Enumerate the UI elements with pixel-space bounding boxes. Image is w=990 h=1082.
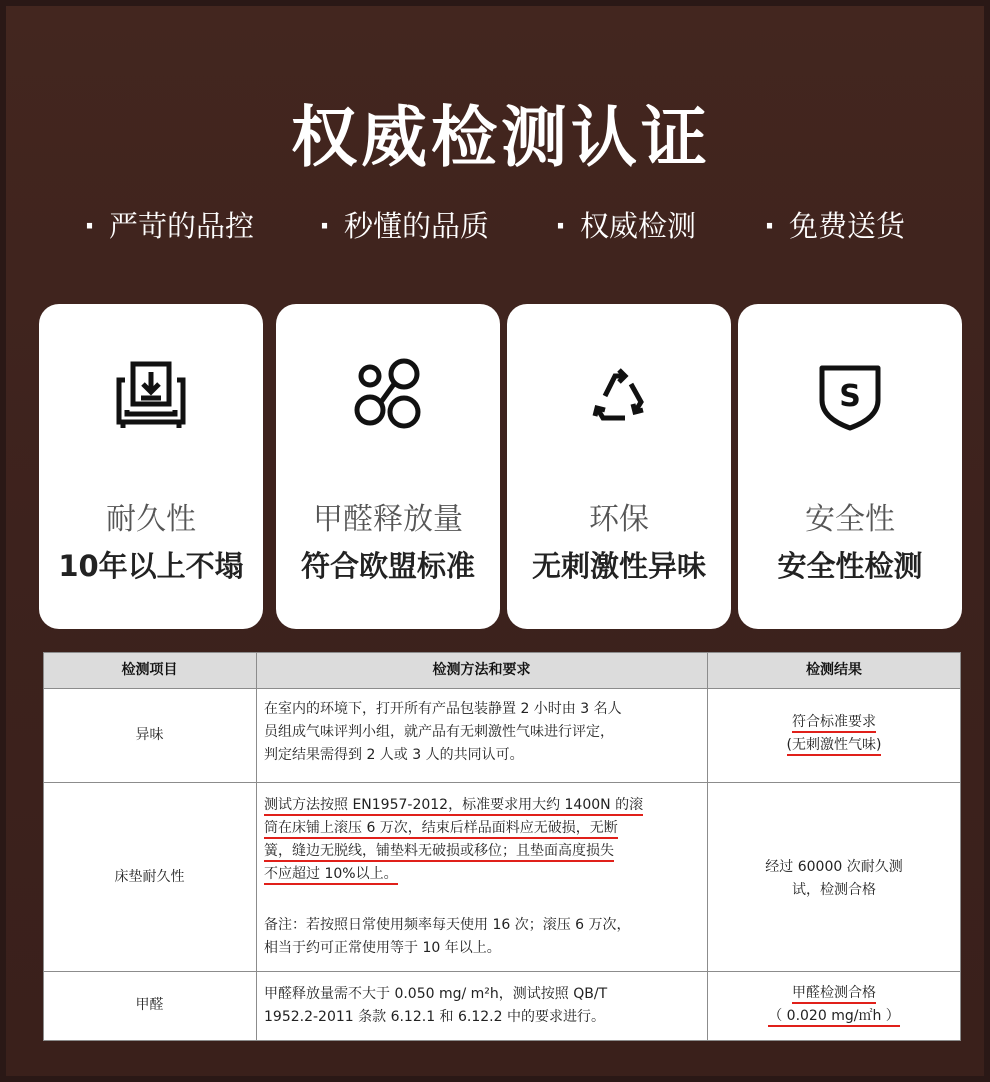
result-line: (无刺激性气味): [787, 737, 882, 756]
method-line: 1952.2-2011 条款 6.12.1 和 6.12.2 中的要求进行。: [264, 1009, 605, 1025]
page-title: 权威检测认证: [291, 99, 711, 176]
method-line: 不应超过 10%以上。: [264, 866, 398, 885]
svg-text:S: S: [839, 379, 861, 414]
card-value: 安全性检测: [777, 549, 923, 583]
table-row-item: 异味: [135, 727, 164, 743]
table-row-result: [707, 711, 961, 757]
grid-line: [43, 971, 961, 972]
header-cell: 检测结果: [806, 662, 862, 678]
method-line: 判定结果需得到 2 人或 3 人的共同认可。: [264, 747, 524, 763]
table-row-item: 甲醛: [135, 997, 164, 1013]
shield-s-icon: [800, 356, 900, 436]
table-row-item: 床垫耐久性: [114, 869, 185, 885]
method-line: 测试方法按照 EN1957-2012，标准要求用大约 1400N 的滚: [264, 797, 643, 816]
card-category: 甲醛释放量: [313, 502, 463, 537]
table-row-method: [264, 983, 700, 1029]
feature-label: 严苛的品控: [109, 209, 255, 243]
header-cell: 检测方法和要求: [432, 662, 531, 678]
grid-line: [43, 1040, 961, 1041]
grid-line: [43, 782, 961, 783]
card-category: 耐久性: [106, 502, 196, 537]
feature-cards: [6, 304, 990, 629]
feature-label: 秒懂的品质: [344, 209, 490, 243]
result-line: 符合标准要求: [792, 714, 876, 733]
feature-label: 免费送货: [789, 209, 906, 243]
molecule-icon: [338, 356, 438, 436]
feature-item: [319, 204, 489, 245]
table-row-method: [264, 698, 700, 767]
card-value: 10年以上不塌: [58, 549, 244, 583]
feature-list: [6, 204, 990, 252]
card-safety: [738, 304, 962, 629]
table-row-note: [264, 914, 700, 960]
bullet-dot: ·: [764, 209, 776, 243]
feature-item: [555, 204, 696, 245]
card-durability: [39, 304, 263, 629]
grid-line: [43, 652, 44, 1041]
grid-line: [256, 652, 257, 1041]
table-row-result: [707, 982, 961, 1028]
bullet-dot: ·: [84, 209, 96, 243]
method-line: 甲醛释放量需不大于 0.050 mg/ m²h，测试按照 QB/T: [264, 986, 608, 1002]
test-results-table: [43, 652, 961, 1041]
table-row-result: [707, 856, 961, 902]
card-value: 符合欧盟标准: [300, 549, 475, 583]
table-row-method: [264, 794, 700, 886]
method-line: 在室内的环境下，打开所有产品包装静置 2 小时由 3 名人: [264, 701, 622, 717]
grid-line: [43, 652, 961, 653]
method-line: 员组成气味评判小组，就产品有无刺激性气味进行评定，: [264, 724, 614, 740]
recycle-icon: [569, 356, 669, 436]
sofa-download-icon: [101, 356, 201, 436]
result-line: 甲醛检测合格: [792, 985, 876, 1004]
card-formaldehyde: [276, 304, 500, 629]
card-category: 环保: [589, 502, 649, 537]
header-cell: 检测项目: [121, 662, 178, 678]
result-line: 经过 60000 次耐久测: [765, 859, 903, 875]
card-eco: [507, 304, 731, 629]
feature-item: [84, 204, 254, 245]
note-line: 备注：若按照日常使用频率每天使用 16 次；滚压 6 万次，: [264, 917, 631, 933]
note-line: 相当于约可正常使用等于 10 年以上。: [264, 940, 501, 956]
feature-label: 权威检测: [580, 209, 697, 243]
feature-item: [764, 204, 905, 245]
bullet-dot: ·: [555, 209, 567, 243]
grid-line: [43, 688, 961, 689]
result-line: 试，检测合格: [792, 882, 876, 898]
card-category: 安全性: [805, 502, 895, 537]
method-line: 筒在床铺上滚压 6 万次，结束后样品面料应无破损，无断: [264, 820, 618, 839]
card-value: 无刺激性异味: [531, 549, 706, 583]
bullet-dot: ·: [319, 209, 331, 243]
method-line: 簧，缝边无脱线，铺垫料无破损或移位；且垫面高度损失: [264, 843, 614, 862]
result-line: （ 0.020 mg/㎡h ）: [768, 1008, 900, 1027]
